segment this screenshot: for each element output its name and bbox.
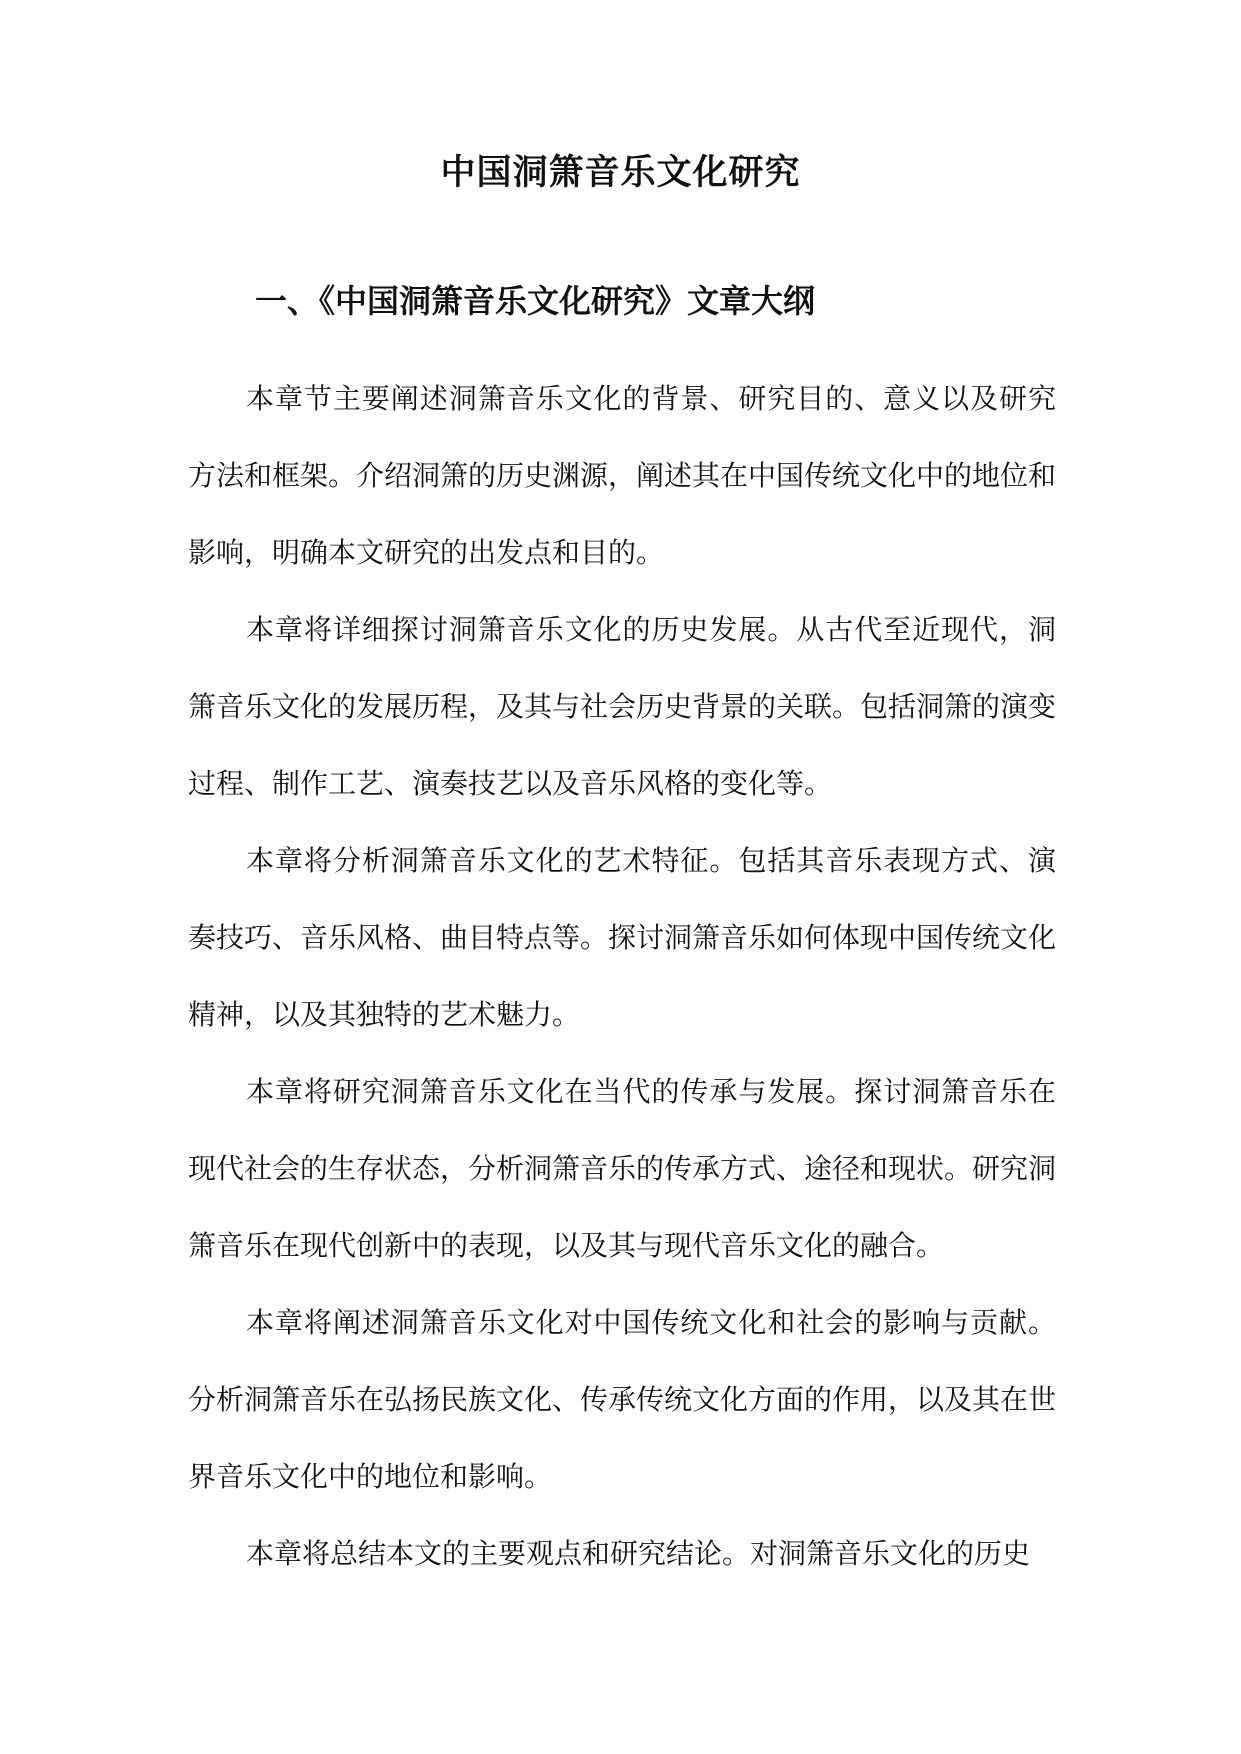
paragraph-6: 本章将总结本文的主要观点和研究结论。对洞箫音乐文化的历史 xyxy=(246,1537,1031,1570)
paragraph-4: 本章将研究洞箫音乐文化在当代的传承与发展。探讨洞箫音乐在现代社会的生存状态，分析洞箫音乐的传承方式、途径和现状。研究洞箫音乐在现代创新中的表现，以及其与现代音乐文化的融合。 xyxy=(188,1075,1057,1262)
body-text xyxy=(188,360,1056,1592)
document-title: 中国洞箫音乐文化研究 xyxy=(440,152,801,193)
paragraph-3: 本章将分析洞箫音乐文化的艺术特征。包括其音乐表现方式、演奏技巧、音乐风格、曲目特点等。探讨洞箫音乐如何体现中国传统文化精神，以及其独特的艺术魅力。 xyxy=(188,844,1057,1031)
paragraph-5: 本章将阐述洞箫音乐文化对中国传统文化和社会的影响与贡献。分析洞箫音乐在弘扬民族文化、传承传统文化方面的作用，以及其在世界音乐文化中的地位和影响。 xyxy=(188,1306,1057,1493)
paragraph-2: 本章将详细探讨洞箫音乐文化的历史发展。从古代至近现代，洞箫音乐文化的发展历程，及其与社会历史背景的关联。包括洞箫的演变过程、制作工艺、演奏技艺以及音乐风格的变化等。 xyxy=(188,613,1057,800)
section-heading: 一、《中国洞箫音乐文化研究》文章大纲 xyxy=(255,282,816,320)
paragraph-1: 本章节主要阐述洞箫音乐文化的背景、研究目的、意义以及研究方法和框架。介绍洞箫的历史渊源，阐述其在中国传统文化中的地位和影响，明确本文研究的出发点和目的。 xyxy=(188,382,1057,569)
